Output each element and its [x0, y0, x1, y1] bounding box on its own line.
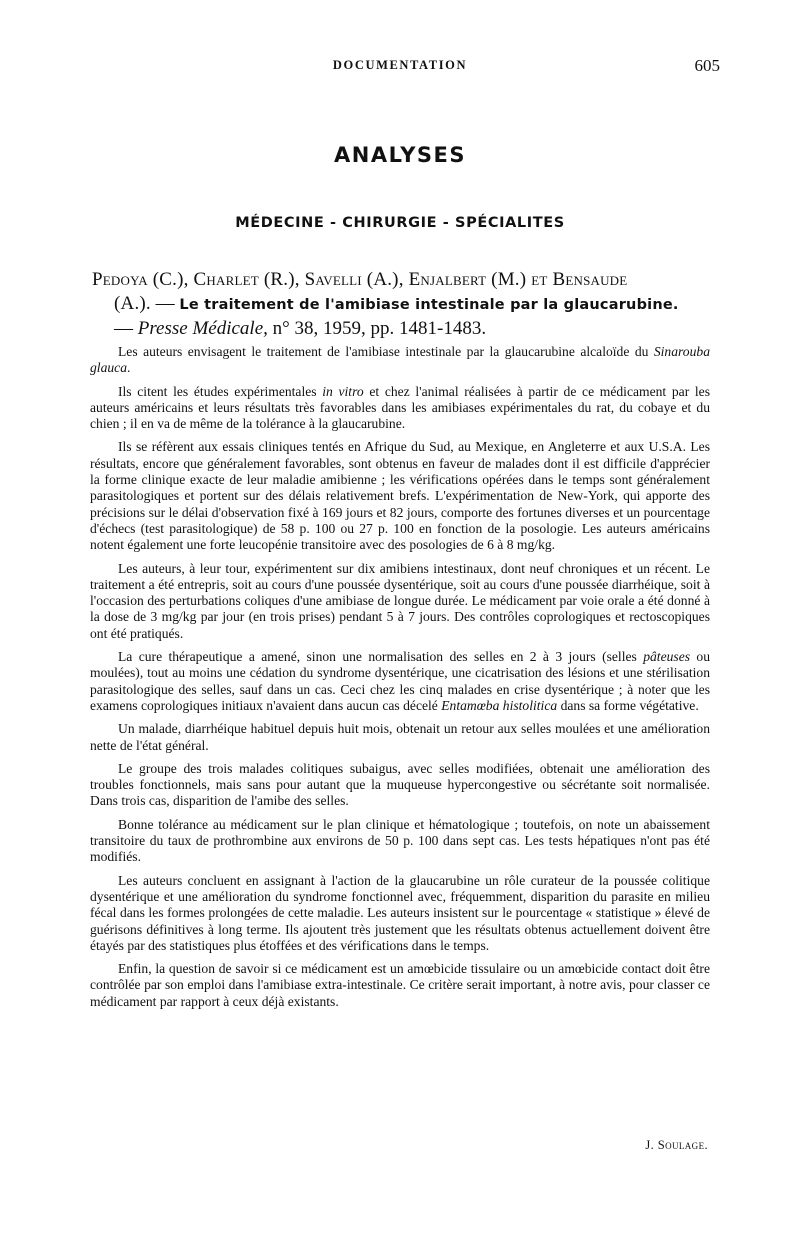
article-reference [92, 268, 712, 341]
species-name: Sinarouba glauca [90, 344, 710, 376]
paragraph-9: Les auteurs concluent en assignant à l'action de la glaucarubine un rôle curateur de la poussée colitique dysentérique et une amélioration du syndrome fonctionnel avec, fréquemment, disparition du parasite en milieu fécal dans les formes prolongées de cette maladie. Les auteurs insistent sur le pourcentage « statistique » élevé de guérisons définitives à long terme. Ils ajoutent très justement que les résultats obtenus actuellement doivent être étayés par des statistiques plus étoffées et des vérifications dans le temps. [90, 872, 710, 953]
paragraph-2: Ils citent les études expérimentales in vitro et chez l'animal réalisées à partir de ce médicament par les auteurs américains et leurs résultats très favorables dans les amibiases expérimentales du rat, du cobaye et du chien ; il en va de même de la tolérance à la glaucarubine. [90, 383, 711, 432]
running-title: DOCUMENTATION [332, 58, 468, 72]
reference-line-1 [92, 268, 712, 292]
reference-dash: — [150, 293, 180, 314]
subsection-title: MÉDECINE - CHIRURGIE - SPÉCIALITES [235, 215, 565, 231]
page-number: 605 [694, 56, 720, 75]
reference-authors: Pedoya (C.), Charlet (R.), Savelli (A.), Enjalbert (M.) et Bensaude [92, 269, 628, 290]
reference-authors-end: (A.). [114, 293, 151, 314]
reference-journal: Presse Médicale, [137, 318, 268, 339]
paragraph-5: La cure thérapeutique a amené, sinon une normalisation des selles en 2 à 3 jours (selles pâteuses ou moulées), tout au moins une cédation du syndrome dysentérique, une cicatrisation des lésions et une stérilisation parasitologique des selles, sauf dans un cas. Ceci chez les cinq malades en crise dysentérique ; à noter que les examens coprologiques initiaux n'avaient dans aucun cas décelé Entamœba histolitica dans sa forme végétative. [90, 649, 711, 713]
reference-article-title: Le traitement de l'amibiase intestinale par la glaucarubine. [179, 297, 679, 313]
reference-dash-2: — [114, 318, 138, 339]
paragraph-6: Un malade, diarrhéique habituel depuis huit mois, obtenait un retour aux selles moulées et une amélioration nette de l'état général. [90, 721, 710, 753]
paragraph-4: Les auteurs, à leur tour, expérimentent sur dix amibiens intestinaux, dont neuf chroniques et un récent. Le traitement a été entrepris, soit au cours d'une poussée dysentérique, soit au cours d'une poussée diarrhéique, soit à l'occasion des perturbations coliques d'une amibiase de longue durée. Le médicament par voie orale a été donné à la dose de 3 mg/kg par jour (en trois prises) pendant 5 à 7 jours. Des contrôles coprologiques et rectoscopiques ont été pratiqués. [90, 560, 710, 641]
article-body [90, 344, 710, 1017]
paragraph-3: Ils se réfèrent aux essais cliniques tentés en Afrique du Sud, au Mexique, en Angleterre et aux U.S.A. Les résultats, encore que généralement favorables, sont obtenus en faveur de malades dont il est difficile d'apprécier la forme clinique exacte de leur maladie amibienne ; les vérifications opérées dans le temps sont généralement parasitologiques et portent sur des délais relativement brefs. L'expérimentation de New-York, qui apporte des précisions sur le délai d'observation fixé à 169 jours et 82 jours, comporte des fortunes diverses et un pourcentage d'échecs (test parasitologique) de 58 p. 100 ou 27 p. 100 en fonction de la posologie. Les auteurs américains notent également une forte leucopénie transitoire avec des posologies de 6 à 8 mg/kg. [90, 439, 710, 553]
running-head [0, 58, 800, 76]
paragraph-10: Enfin, la question de savoir si ce médicament est un amœbicide tissulaire ou un amœbicide contact doit être contrôlée par son emploi dans l'amibiase extra-intestinale. Ce critère serait important, à notre avis, pour classer ce médicament par rapport à ceux déjà existants. [90, 961, 710, 1009]
italic-term: pâteuses [643, 649, 691, 665]
paragraph-1: Les auteurs envisagent le traitement de l'amibiase intestinale par la glaucarubine alcaloïde du Sinarouba glauca. [90, 344, 710, 376]
paragraph-8: Bonne tolérance au médicament sur le plan clinique et hématologique ; toutefois, on note un abaissement transitoire du taux de prothrombine aux environs de 50 p. 100 dans sept cas. Les tests hépatiques n'ont pas été modifiés. [90, 816, 710, 865]
section-title: ANALYSES [334, 143, 466, 167]
organism-name: Entamœba histolitica [441, 697, 558, 713]
latin-term: in vitro [322, 383, 364, 399]
reference-line-3 [92, 317, 712, 341]
reference-line-2 [92, 292, 712, 317]
reference-citation: n° 38, 1959, pp. 1481-1483. [267, 318, 487, 339]
author-signature: J. Soulage. [645, 1138, 708, 1152]
paragraph-7: Le groupe des trois malades colitiques subaigus, avec selles modifiées, obtenait une amélioration des troubles fonctionnels, mais sans pour autant que la muqueuse hypercongestive ou sécrétante soit normalisée. Dans trois cas, disparition de l'amibe des selles. [90, 760, 710, 809]
